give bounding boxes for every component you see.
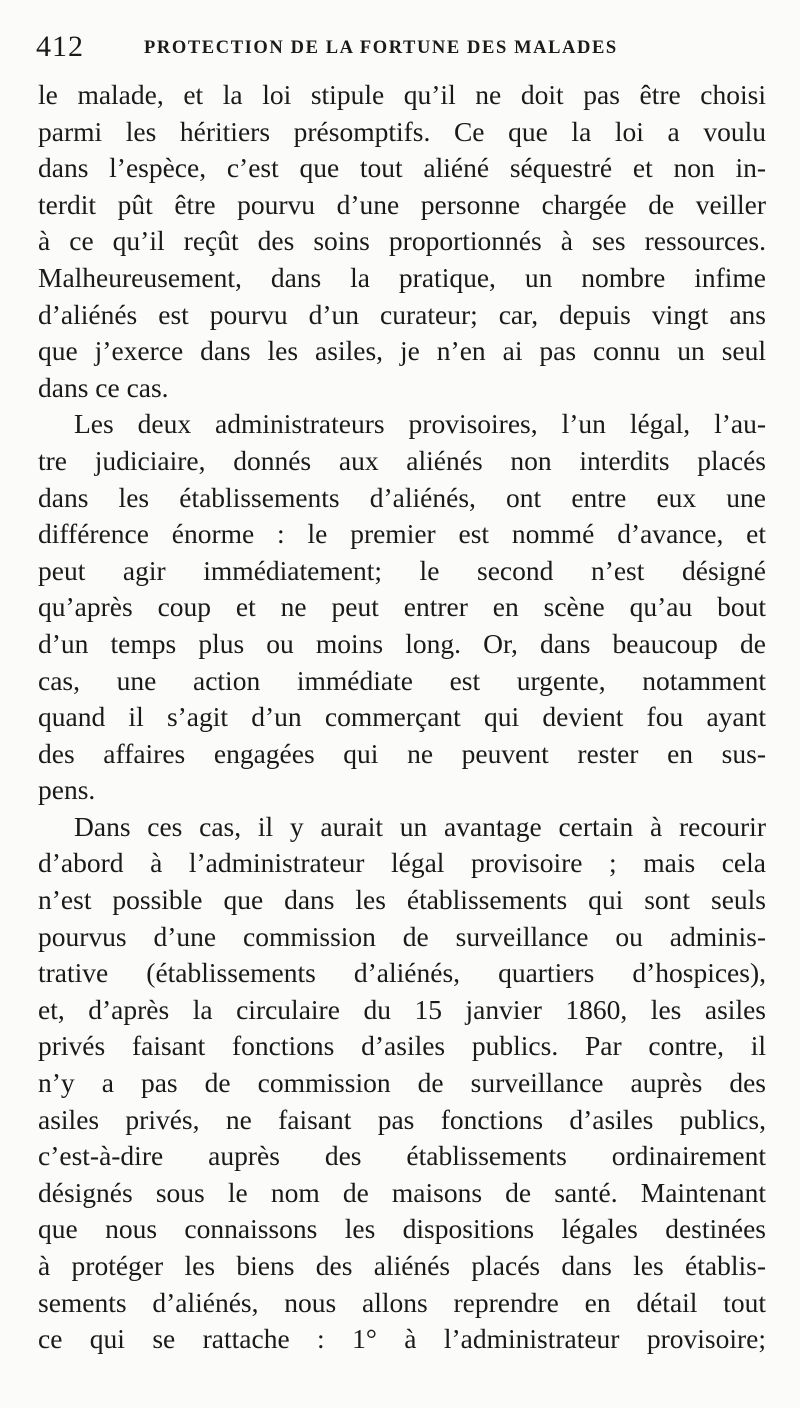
text-line: privés faisant fonctions d’asiles publics. Par contre, il: [38, 1030, 766, 1062]
text-line: dans l’espèce, c’est que tout aliéné séquestré et non in-: [38, 152, 766, 184]
text-line: que j’exerce dans les asiles, je n’en ai pas connu un seul: [38, 335, 766, 367]
text-line: que nous connaissons les dispositions légales destinées: [38, 1213, 766, 1245]
text-line: dans les établissements d’aliénés, ont entre eux une: [38, 481, 766, 513]
text-line: tre judiciaire, donnés aux aliénés non interdits placés: [38, 444, 766, 476]
text-line: trative (établissements d’aliénés, quartiers d’hospices),: [38, 957, 766, 989]
text-line: c’est-à-dire auprès des établissements ordinairement: [38, 1140, 766, 1172]
paragraph-end-line: dans ce cas.: [38, 371, 169, 403]
text-line: asiles privés, ne faisant pas fonctions d’asiles publics,: [38, 1103, 766, 1135]
text-line: quand il s’agit d’un commerçant qui devient fou ayant: [38, 701, 766, 733]
running-title: PROTECTION DE LA FORTUNE DES MALADES: [144, 38, 618, 58]
text-line: sements d’aliénés, nous allons reprendre en détail tout: [38, 1286, 766, 1318]
text-line: peut agir immédiatement; le second n’est désigné: [38, 554, 766, 586]
text-line: désignés sous le nom de maisons de santé. Maintenant: [38, 1176, 766, 1208]
running-head: [36, 30, 776, 70]
text-line: n’est possible que dans les établissements qui sont seuls: [38, 884, 766, 916]
text-line: terdit pût être pourvu d’une personne chargée de veiller: [38, 188, 766, 220]
text-line: le malade, et la loi stipule qu’il ne doit pas être choisi: [38, 79, 766, 110]
text-line: différence énorme : le premier est nommé d’avance, et: [38, 518, 766, 550]
text-line: à ce qu’il reçût des soins proportionnés à ses ressources.: [38, 225, 766, 257]
text-line: d’un temps plus ou moins long. Or, dans beaucoup de: [38, 627, 766, 659]
text-line: n’y a pas de commission de surveillance auprès des: [38, 1067, 766, 1099]
paragraph-start-line: Les deux administrateurs provisoires, l’un légal, l’au-: [74, 408, 766, 440]
paragraph-end-line: pens.: [38, 774, 96, 806]
text-line: d’aliénés est pourvu d’un curateur; car, depuis vingt ans: [38, 298, 766, 330]
text-line: cas, une action immédiate est urgente, notamment: [38, 664, 766, 696]
text-line: qu’après coup et ne peut entrer en scène qu’au bout: [38, 591, 766, 623]
text-line: d’abord à l’administrateur légal provisoire ; mais cela: [38, 847, 766, 879]
body-text: [38, 77, 766, 1358]
text-line: Malheureusement, dans la pratique, un nombre infime: [38, 261, 766, 293]
page-number: 412: [36, 30, 84, 63]
text-line: et, d’après la circulaire du 15 janvier 1860, les asiles: [38, 993, 766, 1025]
text-line: pourvus d’une commission de surveillance ou adminis-: [38, 920, 766, 952]
text-line: des affaires engagées qui ne peuvent rester en sus-: [38, 737, 766, 769]
text-line: à protéger les biens des aliénés placés dans les établis-: [38, 1250, 766, 1281]
text-line: parmi les héritiers présomptifs. Ce que la loi a voulu: [38, 115, 766, 147]
text-line: ce qui se rattache : 1° à l’administrateur provisoire;: [38, 1323, 766, 1355]
paragraph-start-line: Dans ces cas, il y aurait un avantage certain à recourir: [74, 810, 766, 842]
